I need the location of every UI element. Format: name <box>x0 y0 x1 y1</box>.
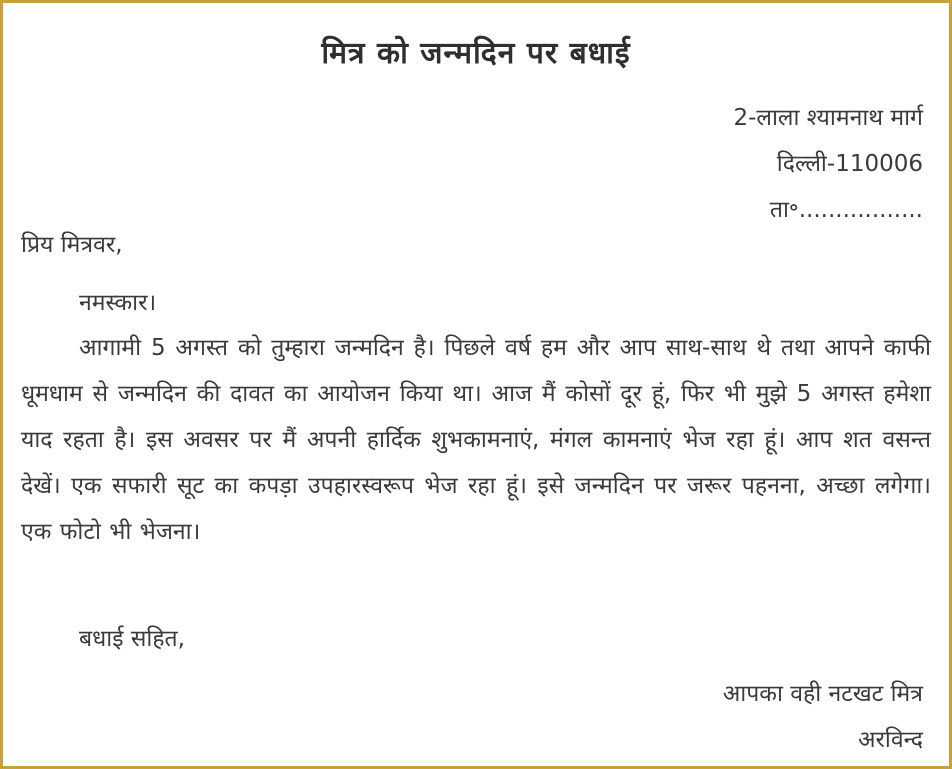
sender-address <box>733 95 923 233</box>
address-street: 2-लाला श्यामनाथ मार्ग <box>733 105 923 131</box>
letter-title: मित्र को जन्मदिन पर बधाई <box>321 36 631 71</box>
salutation: प्रिय मित्रवर, <box>21 232 123 258</box>
signoff-name: अरविन्द <box>857 727 923 753</box>
address-date: ता॰................. <box>769 197 923 223</box>
letter-body: आगामी 5 अगस्त को तुम्हारा जन्मदिन है। पिछले वर्ष हम और आप साथ-साथ थे तथा आपने काफी धूमधाम से जन्मदिन की दावत का आयोजन किया था। आज मैं कोसों दूर हूं, फिर भी मुझे 5 अगस्त हमेशा याद रहता है। इस अवसर पर मैं अपनी हार्दिक शुभकामनाएं, मंगल कामनाएं भेज रहा हूं। आप शत वसन्त देखें। एक सफारी सूट का कपड़ा उपहारस्वरूप भेज रहा हूं। इसे जन्मदिन पर जरूर पहनना, अच्छा लगेगा। एक फोटो भी भेजना। <box>21 335 931 545</box>
address-city: दिल्ली-110006 <box>776 151 923 177</box>
signoff-line: आपका वही नटखट मित्र <box>722 681 923 707</box>
closing: बधाई सहित, <box>79 626 185 652</box>
greeting: नमस्कार। <box>79 290 157 316</box>
signoff <box>723 671 923 763</box>
